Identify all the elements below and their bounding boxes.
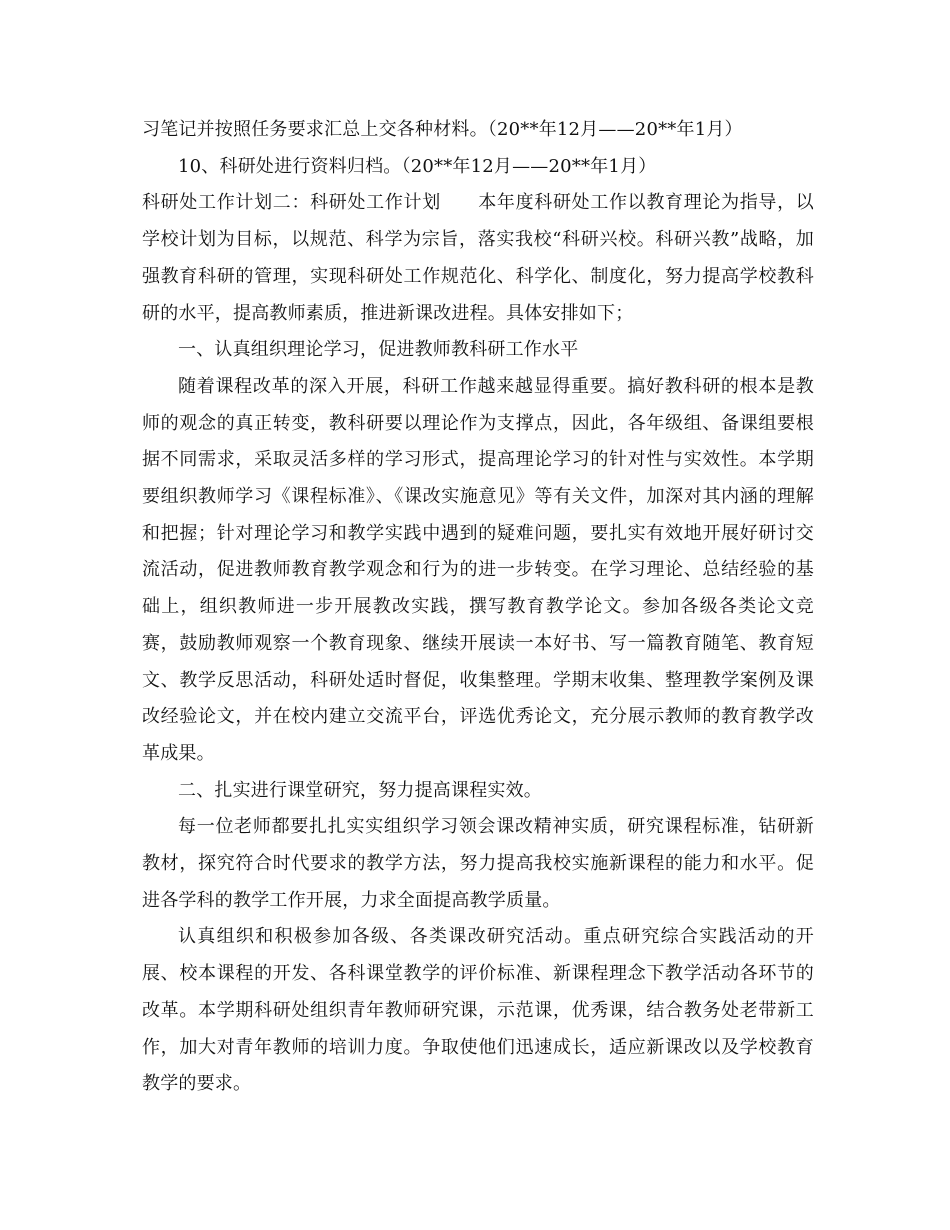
paragraph-reform-activities: 认真组织和积极参加各级、各类课改研究活动。重点研究综合实践活动的开展、校本课程的开发、各科课堂教学的评价标准、新课程理念下教学活动各环节的改革。本学期科研处组织青年教师研究课，示范课，优秀课，结合教务处老带新工作，加大对青年教师的培训力度。争取使他们迅速成长，适应新课改以及学校教育教学的要求。 <box>142 926 814 1095</box>
paragraph-classroom-research: 每一位老师都要扎扎实实组织学习领会课改精神实质，研究课程标准，钻研新教材，探究符合时代要求的教学方法，努力提高我校实施新课程的能力和水平。促进各学科的教学工作开展，力求全面提高教学质量。 <box>142 816 814 911</box>
section-heading-one: 一、认真组织理论学习，促进教师教科研工作水平 <box>178 339 579 361</box>
paragraph-plan-two-intro: 科研处工作计划二：科研处工作计划 本年度科研处工作以教育理论为指导，以学校计划为目标，以规范、科学为宗旨，落实我校“科研兴校。科研兴教”战略，加强教育科研的管理，实现科研处工作规范化、科学化、制度化，努力提高学校教科研的水平，提高教师素质，推进新课改进程。具体安排如下； <box>142 192 814 324</box>
section-heading-two: 二、扎实进行课堂研究，努力提高课程实效。 <box>178 779 542 801</box>
document-body <box>142 112 814 1103</box>
paragraph-item-10: 10、科研处进行资料归档。（20**年12月——20**年1月） <box>178 155 657 177</box>
paragraph-continuation: 习笔记并按照任务要求汇总上交各种材料。（20**年12月——20**年1月） <box>142 119 743 140</box>
paragraph-theory-study: 随着课程改革的深入开展，科研工作越来越显得重要。搞好教科研的根本是教师的观念的真正转变，教科研要以理论作为支撑点，因此，各年级组、备课组要根据不同需求，采取灵活多样的学习形式，提高理论学习的针对性与实效性。本学期要组织教师学习《课程标准》、《课改实施意见》等有关文件，加深对其内涵的理解和把握；针对理论学习和教学实践中遇到的疑难问题，要扎实有效地开展好研讨交流活动，促进教师教育教学观念和行为的进一步转变。在学习理论、总结经验的基础上，组织教师进一步开展教改实践，撰写教育教学论文。参加各级各类论文竞赛，鼓励教师观察一个教育现象、继续开展读一本好书、写一篇教育随笔、教育短文、教学反思活动，科研处适时督促，收集整理。学期末收集、整理教学案例及课改经验论文，并在校内建立交流平台，评选优秀论文，充分展示教师的教育教学改革成果。 <box>142 375 814 764</box>
